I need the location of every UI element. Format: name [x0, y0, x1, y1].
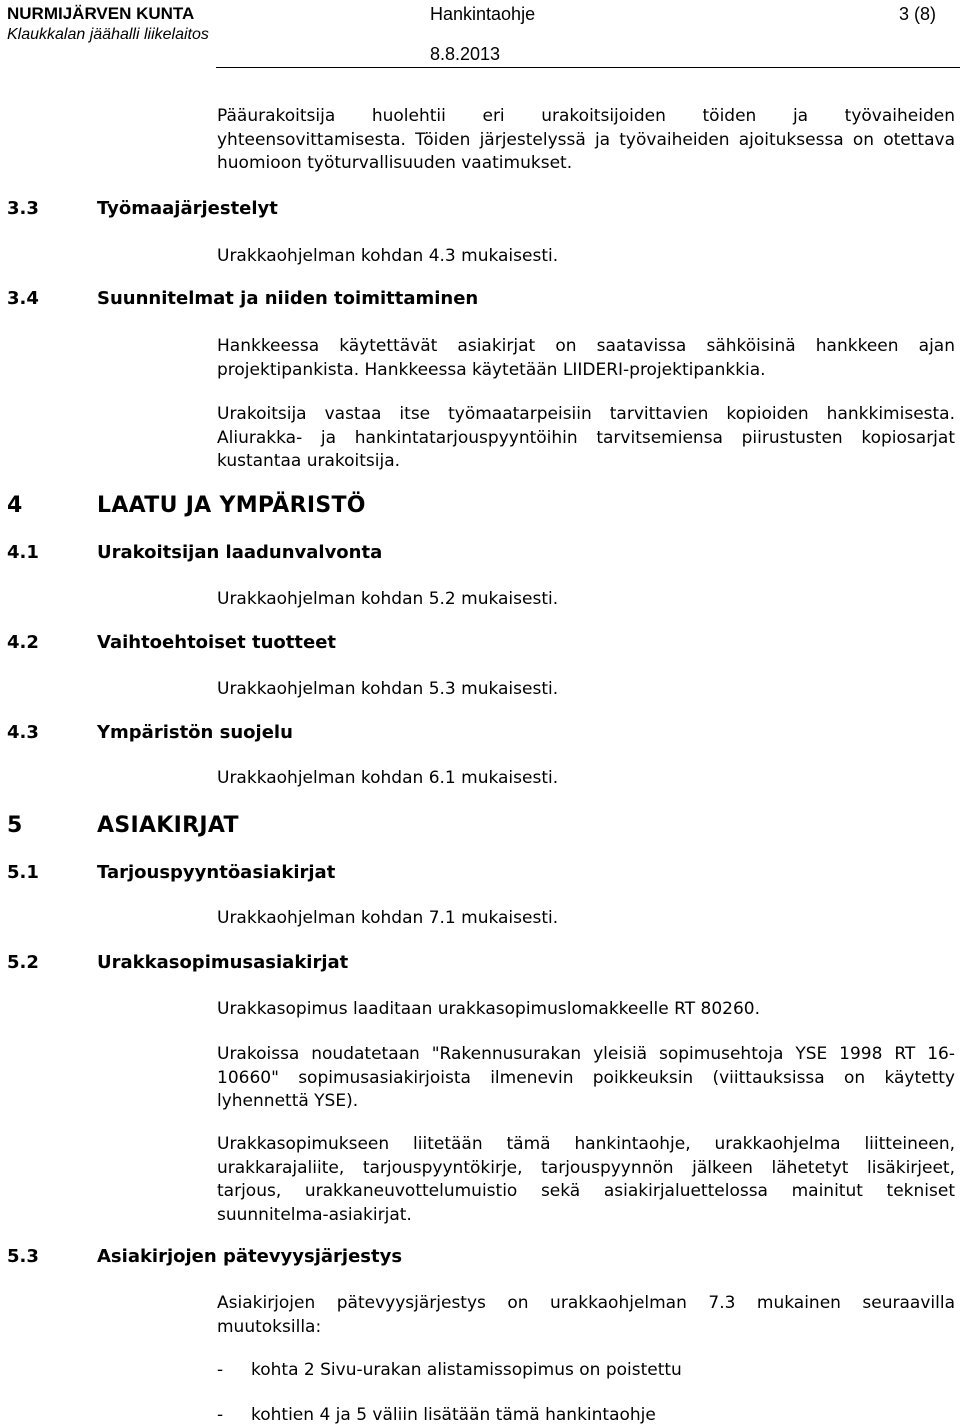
organization-name: NURMIJÄRVEN KUNTA: [7, 4, 195, 23]
header-divider: [216, 67, 960, 68]
section-number: 5.1: [7, 862, 39, 883]
intro-paragraph: Pääurakoitsija huolehtii eri urakoitsijoiden töiden ja työvaiheiden yhteensovittamisesta. Töiden järjestelyssä ja työvaiheiden ajoituksessa on otettava huomioon työturvallisuuden vaatimukset.: [217, 106, 955, 173]
section-title: Ympäristön suojelu: [97, 722, 293, 743]
section-number: 5.3: [7, 1246, 39, 1267]
section-number: 3.3: [7, 198, 39, 219]
section-title: ASIAKIRJAT: [97, 813, 239, 838]
section-title: Asiakirjojen pätevyysjärjestys: [97, 1246, 403, 1267]
list-item: [217, 1404, 955, 1428]
section-number: 4.1: [7, 542, 39, 563]
heading-5-1: [7, 862, 335, 883]
section-5-2-paragraph-1: Urakkasopimus laaditaan urakkasopimuslomakkeelle RT 80260.: [217, 999, 760, 1019]
heading-5-2: [7, 952, 348, 973]
list-marker: -: [217, 1405, 224, 1425]
heading-4-3: [7, 722, 293, 743]
section-title: Urakkasopimusasiakirjat: [97, 952, 349, 973]
document-title: Hankintaohje: [430, 4, 536, 24]
document-date: 8.8.2013: [430, 44, 501, 64]
section-title: Vaihtoehtoiset tuotteet: [97, 632, 337, 653]
section-5-1-text: Urakkaohjelman kohdan 7.1 mukaisesti.: [217, 908, 559, 928]
heading-4-1: [7, 542, 382, 563]
list-item-text: kohtien 4 ja 5 väliin lisätään tämä hankintaohje: [251, 1405, 656, 1425]
section-number: 4.3: [7, 722, 39, 743]
heading-4-2: [7, 632, 336, 653]
list-marker: -: [217, 1360, 224, 1380]
department-name: Klaukkalan jäähalli liikelaitos: [7, 26, 209, 43]
heading-3-3: [7, 198, 278, 219]
section-number: 3.4: [7, 288, 39, 309]
section-3-4-paragraph-1: Hankkeessa käytettävät asiakirjat on saatavissa sähköisinä hankkeen ajan projektipankista. Hankkeessa käytetään LIIDERI-projektipankkia.: [217, 336, 955, 380]
section-5-3-paragraph-1: Asiakirjojen pätevyysjärjestys on urakkaohjelman 7.3 mukainen seuraavilla muutoksilla:: [217, 1293, 955, 1337]
list-item: [217, 1359, 955, 1383]
heading-5-3: [7, 1246, 402, 1267]
section-4-2-text: Urakkaohjelman kohdan 5.3 mukaisesti.: [217, 679, 559, 699]
section-4-1-text: Urakkaohjelman kohdan 5.2 mukaisesti.: [217, 589, 559, 609]
section-title: Suunnitelmat ja niiden toimittaminen: [97, 288, 479, 309]
section-number: 5.2: [7, 952, 39, 973]
section-number: 4: [7, 493, 23, 518]
list-item-text: kohta 2 Sivu-urakan alistamissopimus on poistettu: [251, 1360, 682, 1380]
section-number: 5: [7, 813, 23, 838]
section-number: 4.2: [7, 632, 39, 653]
section-5-2-paragraph-2: Urakoissa noudatetaan "Rakennusurakan yleisiä sopimusehtoja YSE 1998 RT 16-10660" sopimusasiakirjoista ilmenevin poikkeuksin (viittauksissa on käytetty lyhennettä YSE).: [217, 1044, 955, 1111]
section-3-4-paragraph-2: Urakoitsija vastaa itse työmaatarpeisiin tarvittavien kopioiden hankkimisesta. Aliurakka- ja hankintatarjouspyyntöihin tarvitsemiensa piirustusten kopiosarjat kustantaa urakoitsija.: [217, 404, 955, 471]
section-3-3-text: Urakkaohjelman kohdan 4.3 mukaisesti.: [217, 246, 559, 266]
section-title: Urakoitsijan laadunvalvonta: [97, 542, 383, 563]
section-title: Tarjouspyyntöasiakirjat: [97, 862, 336, 883]
section-title: Työmaajärjestelyt: [97, 198, 278, 219]
heading-4: [7, 493, 366, 518]
section-title: LAATU JA YMPÄRISTÖ: [97, 493, 366, 518]
heading-5: [7, 813, 239, 838]
section-4-3-text: Urakkaohjelman kohdan 6.1 mukaisesti.: [217, 768, 559, 788]
heading-3-4: [7, 288, 478, 309]
section-5-2-paragraph-3: Urakkasopimukseen liitetään tämä hankintaohje, urakkaohjelma liitteineen, urakkarajaliite, tarjouspyyntökirje, tarjouspyynnön jälkeen lähetetyt lisäkirjeet, tarjous, urakkaneuvottelumuistio sekä asiakirjaluettelossa mainitut tekniset suunnitelma-asiakirjat.: [217, 1134, 955, 1225]
page-number: 3 (8): [898, 4, 936, 24]
